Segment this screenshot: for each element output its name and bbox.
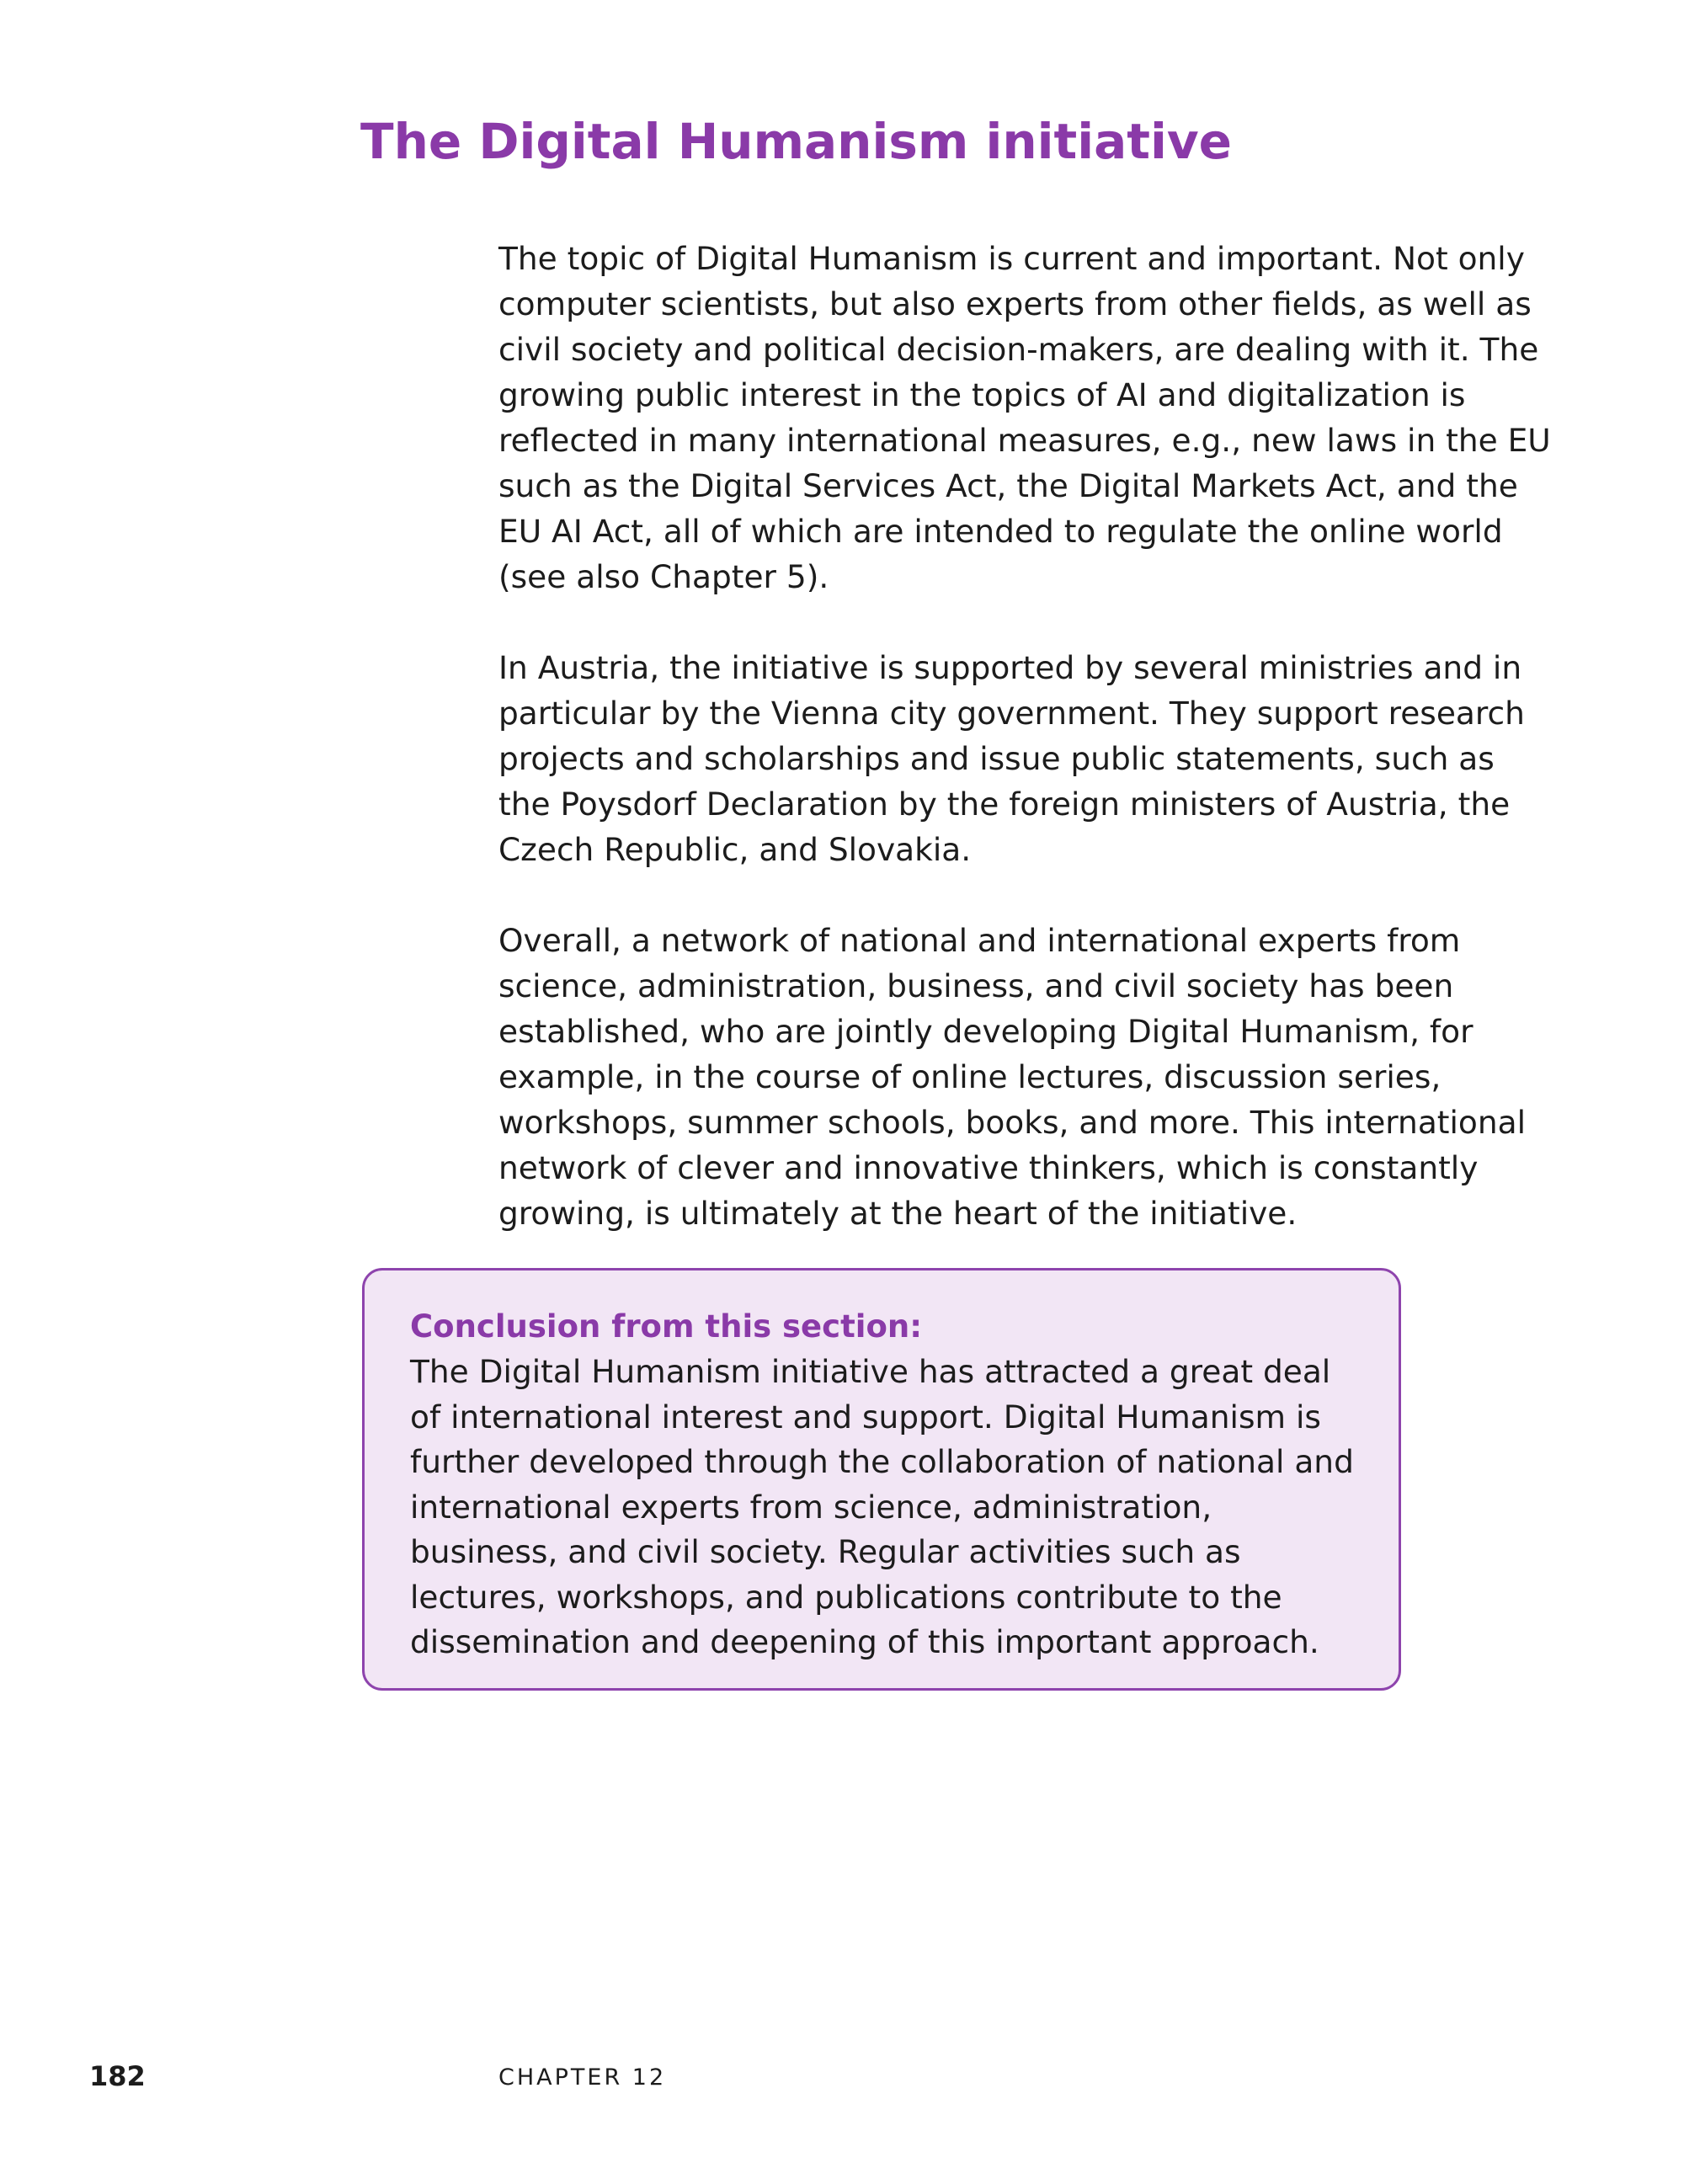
chapter-label: CHAPTER 12: [498, 2064, 667, 2091]
conclusion-text: The Digital Humanism initiative has attracted a great deal of international interest and support. Digital Humanism is further developed through the collaboration of national and international experts from science, administration, business, and civil society. Regular activities such as lectures, workshops, and publications contribute to the dissemination and deepening of this important approach.: [410, 1353, 1354, 1660]
paragraph: Overall, a network of national and international experts from science, administration, business, and civil society has been established, who are jointly developing Digital Humanism, for example, in the course of online lectures, discussion series, workshops, summer schools, books, and more. This international network of clever and innovative thinkers, which is constantly growing, is ultimately at the heart of the initiative.: [498, 922, 1527, 1232]
body-text: [498, 236, 1551, 1281]
page-title: The Digital Humanism initiative: [360, 113, 1233, 170]
conclusion-box: [362, 1268, 1401, 1691]
paragraph: The topic of Digital Humanism is current and important. Not only computer scientists, but also experts from other fields, as well as civil society and political decision-makers, are dealing with it. The growing public interest in the topics of AI and digitalization is reflected in many international measures, e.g., new laws in the EU such as the Digital Services Act, the Digital Markets Act, and the EU AI Act, all of which are intended to regulate the online world (see also Chapter 5).: [498, 240, 1551, 595]
conclusion-heading: Conclusion from this section:: [410, 1308, 923, 1345]
page-number: 182: [89, 2060, 146, 2092]
paragraph: In Austria, the initiative is supported by several ministries and in particular by the Vienna city government. They support research projects and scholarships and issue public statements, such as the Poysdorf Declaration by the foreign ministers of Austria, the Czech Republic, and Slovakia.: [498, 649, 1525, 868]
